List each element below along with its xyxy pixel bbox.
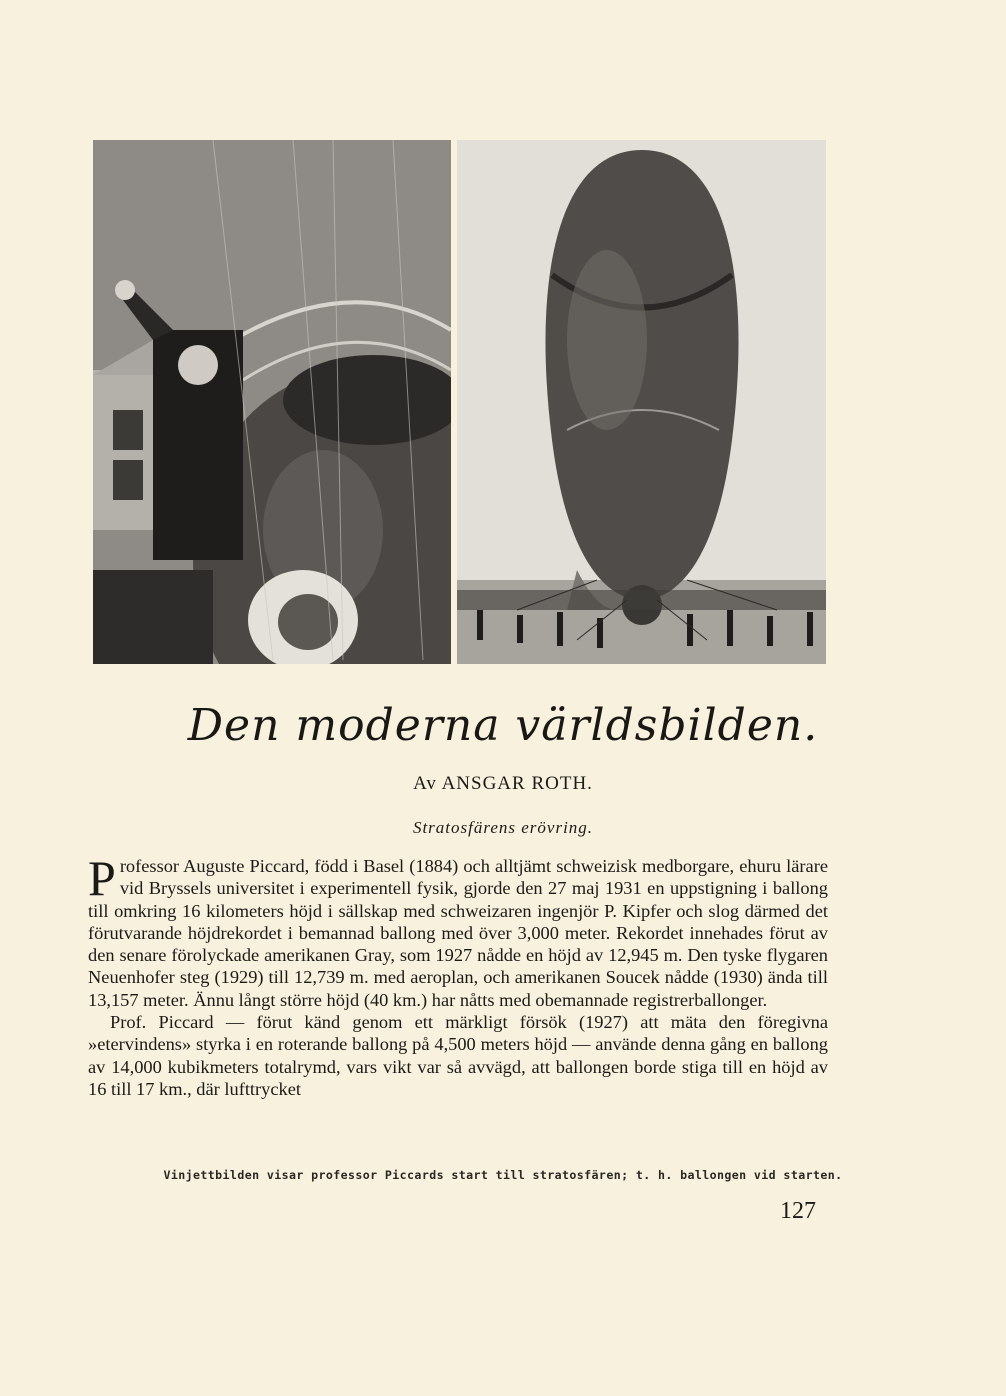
paragraph-2: Prof. Piccard — förut känd genom ett märkligt försök (1927) att mäta den föregivna »etervindens» styrka i en roterande ballong på 4,500 meters höjd — använde denna gång en ballong av 14,000 kubikmeters totalrymd, vars vikt var så avvägd, att ballongen borde stiga till en höjd av 16 till 17 km., där lufttrycket xyxy=(88,1012,828,1099)
photo-caption: Vinjettbilden visar professor Piccards start till stratosfären; t. h. ballongen vid starten. xyxy=(163,1168,843,1182)
article-body xyxy=(88,850,828,1100)
page-number: 127 xyxy=(780,1198,816,1224)
photo-balloon-launch-image xyxy=(457,140,826,664)
section-heading: Stratosfärens erövring. xyxy=(412,818,594,837)
photo-balloon-launch xyxy=(457,140,826,664)
article-byline: Av ANSGAR ROTH. xyxy=(413,773,593,794)
photo-piccard-gondola-image xyxy=(93,140,451,664)
paragraph-1-text: rofessor Auguste Piccard, född i Basel (1884) och alltjämt schweizisk medborgare, ehuru lärare vid Bryssels universitet i experimentell fysik, gjorde den 27 maj 1931 en uppstigning i ballong till omkring 16 kilometers höjd i sällskap med schweizaren ingenjör P. Kipfer och slog därmed det förutvarande höjdrekordet i bemannad ballong med över 3,000 meter. Rekordet innehades förut av den senare förolyckade amerikanen Gray, som 1927 nådde en höjd av 12,945 m. Den tyske flygaren Neuenhofer steg (1929) till 12,739 m. med aeroplan, och amerikanen Soucek nådde (1930) ända till 13,157 meter. Ännu långt större höjd (40 km.) har nåtts med obemannade registrerballonger. xyxy=(88,856,828,1010)
photo-piccard-gondola xyxy=(93,140,451,664)
paragraph-1 xyxy=(88,850,828,1011)
article-title: Den moderna världsbilden. xyxy=(187,700,819,751)
drop-cap: P xyxy=(88,850,116,906)
